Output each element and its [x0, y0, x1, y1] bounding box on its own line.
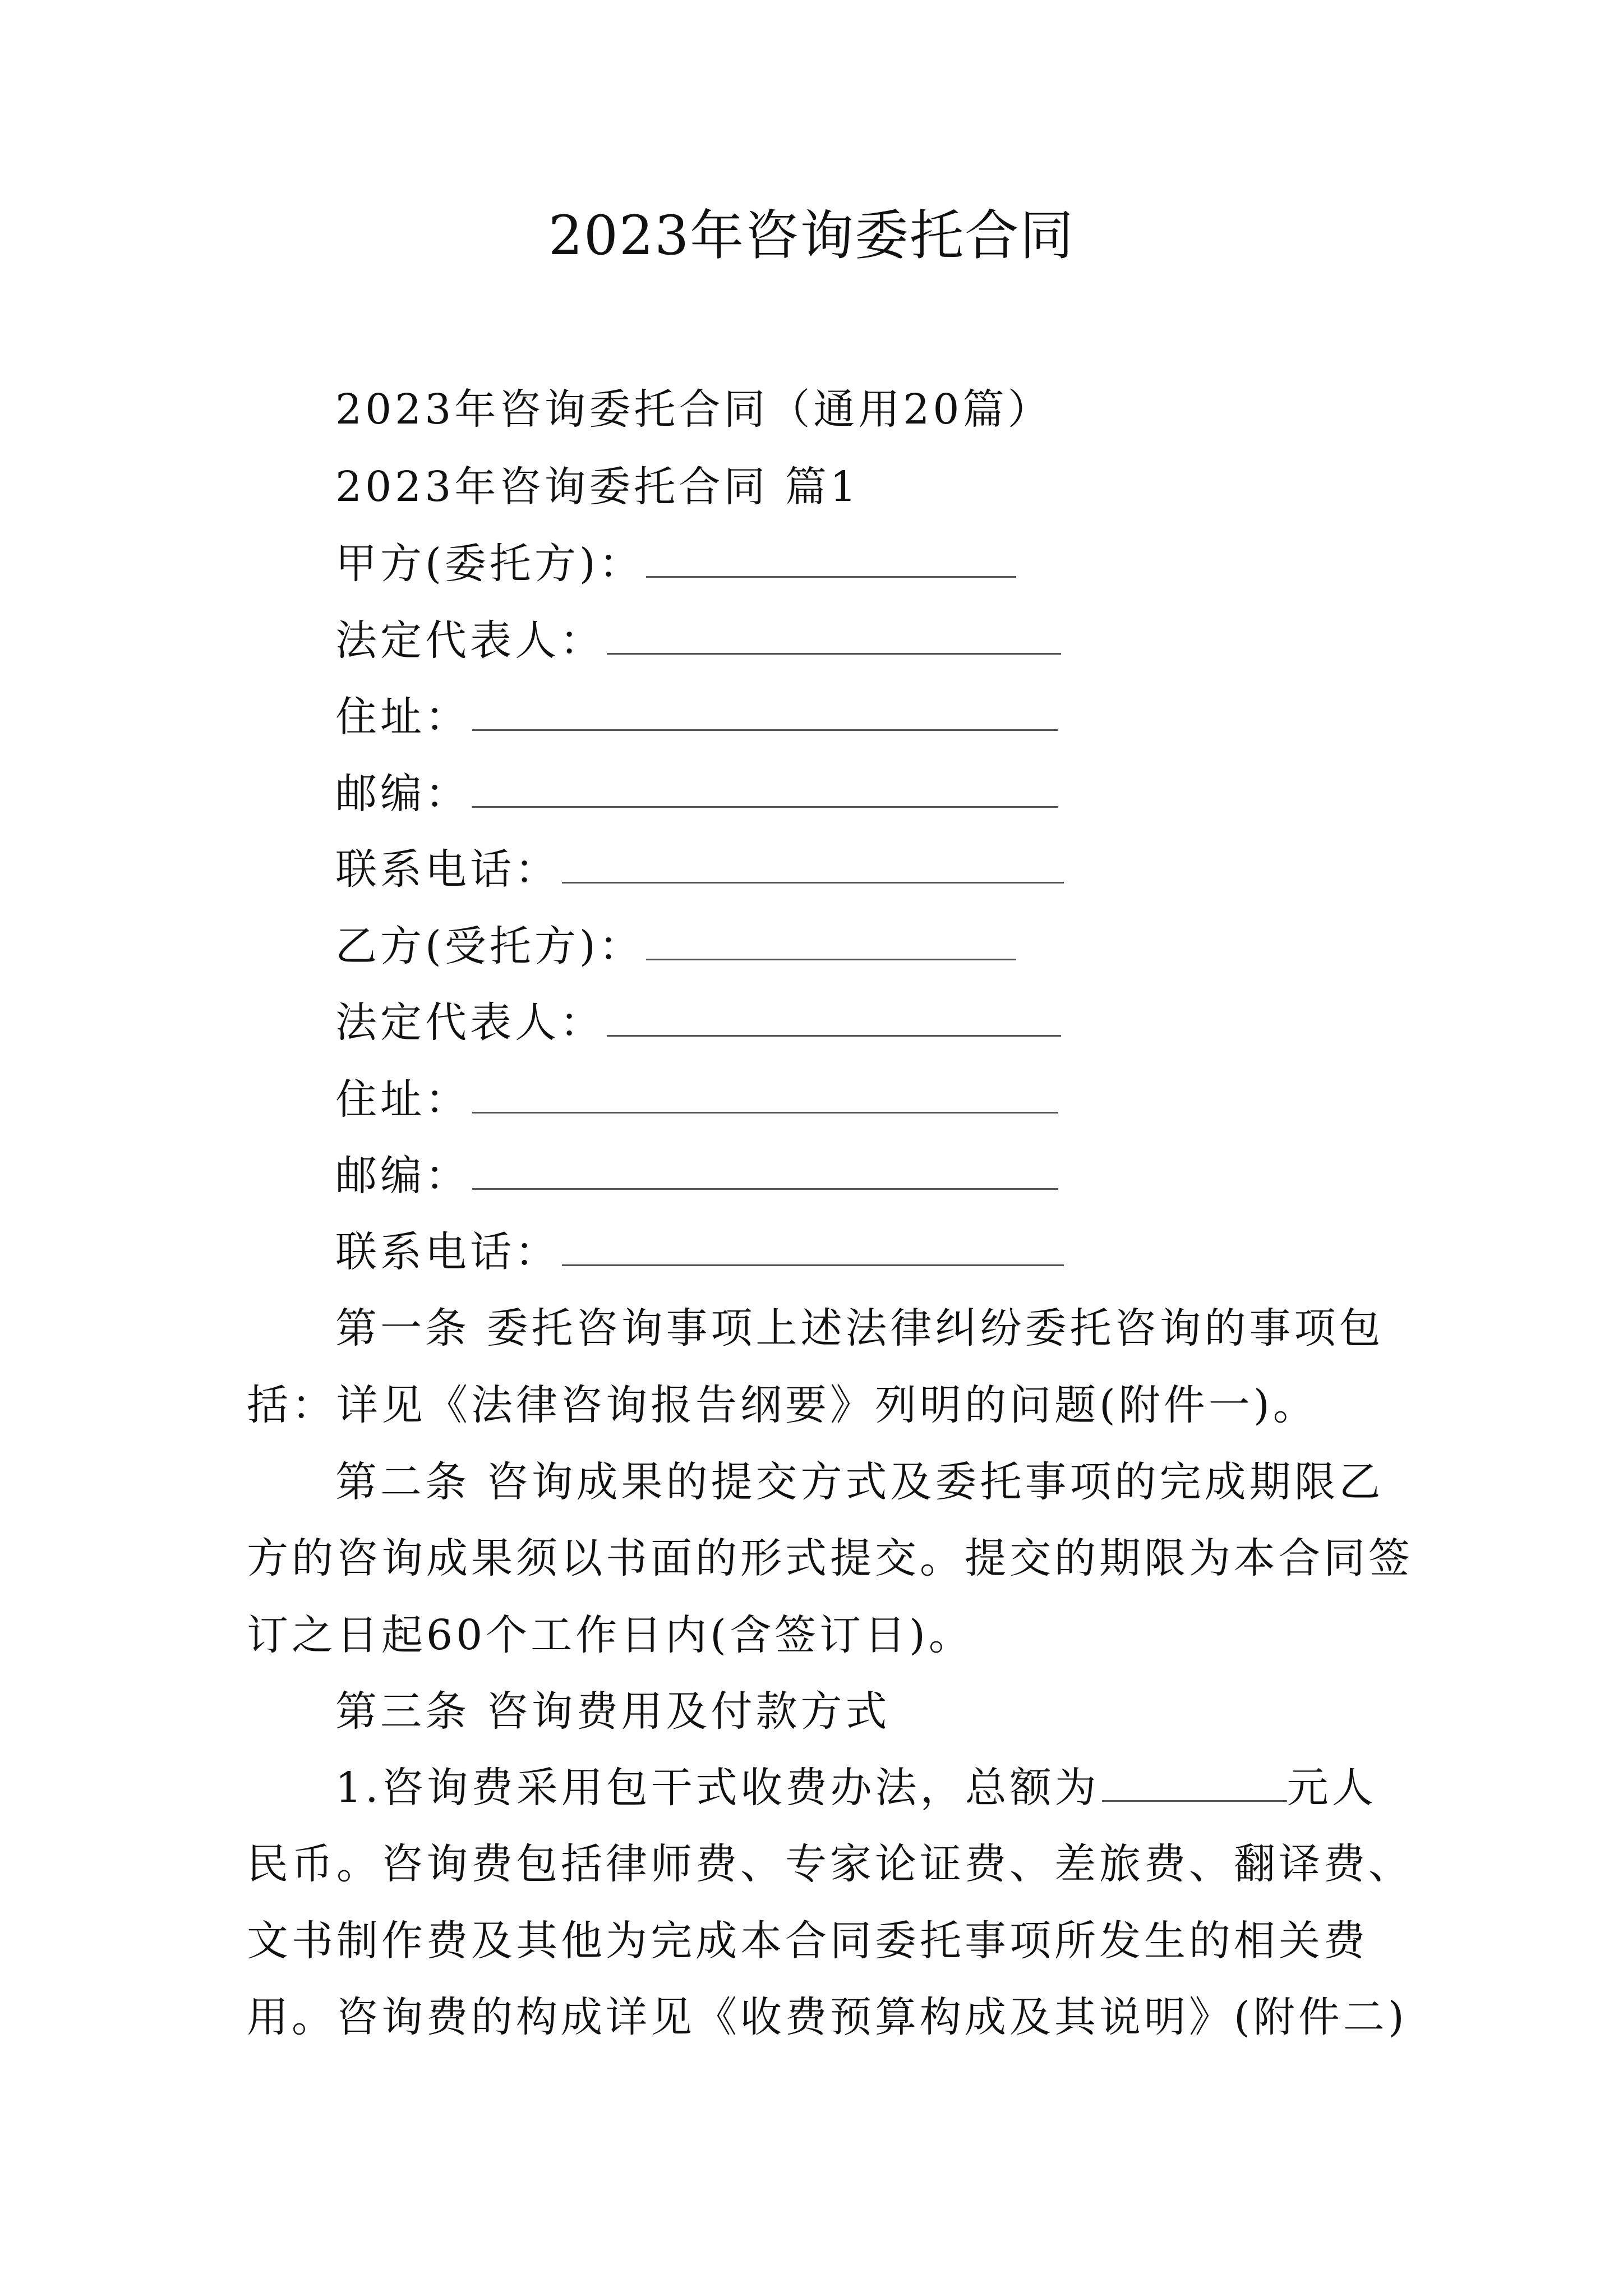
article1-line2: 括：详见《法律咨询报告纲要》列明的问题(附件一)。 — [247, 1381, 1318, 1429]
party-a-postcode-row — [335, 766, 1058, 822]
party-a-phone-row — [335, 841, 1064, 898]
party-b-address-blank[interactable] — [472, 1077, 1058, 1114]
party-b-address-label: 住址： — [335, 1075, 470, 1124]
document-title: 2023年咨询委托合同 — [548, 204, 1075, 267]
party-a-label: 甲方(委托方)： — [335, 540, 644, 588]
party-b-phone-blank[interactable] — [562, 1230, 1064, 1266]
article2-line2: 方的咨询成果须以书面的形式提交。提交的期限为本合同签 — [247, 1534, 1413, 1582]
article3-line2: 民币。咨询费包括律师费、专家论证费、差旅费、翻译费、 — [247, 1840, 1413, 1888]
party-a-rep-blank[interactable] — [607, 618, 1061, 655]
document-subtitle: 2023年咨询委托合同（通用20篇） — [335, 385, 1053, 434]
party-b-rep-label: 法定代表人： — [335, 999, 605, 1047]
article3-item1-row — [335, 1760, 1377, 1816]
party-b-blank[interactable] — [646, 924, 1016, 960]
party-b-address-row — [335, 1071, 1058, 1128]
article1-line1: 第一条 委托咨询事项上述法律纠纷委托咨询的事项包 — [335, 1304, 1384, 1352]
party-a-phone-label: 联系电话： — [335, 845, 560, 894]
party-b-rep-row — [335, 995, 1061, 1051]
fee-amount-blank[interactable] — [1102, 1765, 1287, 1802]
section-heading: 2023年咨询委托合同 篇1 — [335, 463, 860, 511]
article3-heading: 第三条 咨询费用及付款方式 — [335, 1687, 891, 1736]
party-b-postcode-label: 邮编： — [335, 1152, 470, 1200]
party-b-phone-label: 联系电话： — [335, 1228, 560, 1276]
party-a-blank[interactable] — [646, 541, 1016, 578]
party-b-row — [335, 918, 1016, 974]
party-a-rep-row — [335, 613, 1061, 669]
article2-line3: 订之日起60个工作日内(含签订日)。 — [247, 1611, 974, 1659]
party-a-address-row — [335, 689, 1058, 745]
party-a-address-blank[interactable] — [472, 694, 1058, 731]
party-b-phone-row — [335, 1224, 1064, 1280]
party-a-rep-label: 法定代表人： — [335, 616, 605, 665]
party-b-rep-blank[interactable] — [607, 1000, 1061, 1037]
article3-line4: 用。咨询费的构成详见《收费预算构成及其说明》(附件二) — [247, 1993, 1408, 2041]
party-b-postcode-row — [335, 1148, 1058, 1204]
article3-item1-before: 1.咨询费采用包干式收费办法，总额为 — [335, 1764, 1100, 1812]
article3-item1-after: 元人 — [1287, 1764, 1377, 1812]
article3-line3: 文书制作费及其他为完成本合同委托事项所发生的相关费 — [247, 1917, 1368, 1965]
party-b-label: 乙方(受托方)： — [335, 922, 644, 970]
party-a-postcode-blank[interactable] — [472, 771, 1058, 808]
party-a-postcode-label: 邮编： — [335, 770, 470, 818]
party-a-row — [335, 536, 1016, 592]
party-b-postcode-blank[interactable] — [472, 1153, 1058, 1190]
article2-line1: 第二条 咨询成果的提交方式及委托事项的完成期限乙 — [335, 1458, 1384, 1506]
party-a-phone-blank[interactable] — [562, 847, 1064, 884]
party-a-address-label: 住址： — [335, 693, 470, 741]
